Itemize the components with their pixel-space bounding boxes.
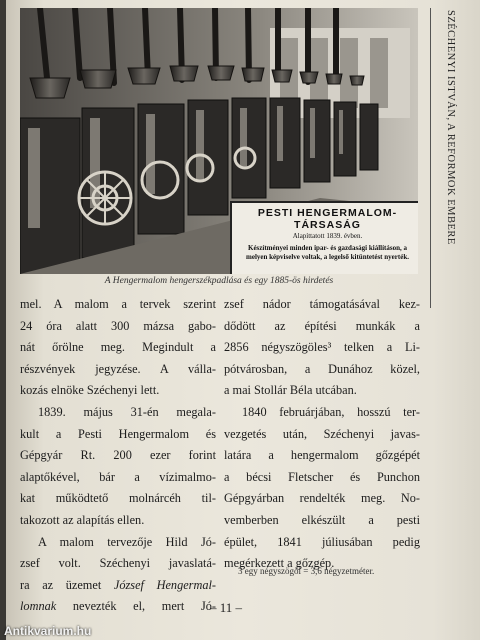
running-head-rule <box>430 8 431 308</box>
text-line: a bécsi Fletscher és Punchon <box>224 469 420 484</box>
left-text-column <box>20 294 216 618</box>
figure-caption: A Hengermalom hengerszékpadlása és egy 1885-ös hirdetés <box>104 276 334 286</box>
text-line: 1839. május 31-én megala- <box>38 404 216 419</box>
factory-name: József Hengermal- <box>113 577 216 592</box>
text-line: 2856 négyszögöles³ telken a Li- <box>224 340 420 355</box>
text-line: nát őrölne meg. Megindult a <box>20 340 216 355</box>
text-line: kozás elnöke Széchenyi lett. <box>20 383 160 398</box>
text-line: mel. A malom a tervek szerint <box>20 297 216 311</box>
text-line: kult a Pesti Hengermalom és <box>20 426 216 441</box>
text-line: alaptőkével, bár a vízimalmo- <box>20 469 216 484</box>
text-line: latára a hengermalom gőzgépét <box>224 448 420 463</box>
running-head: SZÉCHENYI ISTVÁN, A REFORMOK EMBERE <box>445 10 456 245</box>
text-line: kat működtető molnárcéh til- <box>20 491 216 506</box>
text-line: a mai Stollár Béla utcában. <box>224 383 357 398</box>
advertisement-text: Készítményei minden ipar- és gazdasági kiállításon, a melyen képviselve voltak, a legelső kitüntetést nyerték. <box>246 244 409 261</box>
text-line: részvények jegyzése. A válla- <box>20 361 216 376</box>
factory-name: lomnak <box>20 599 57 614</box>
right-text-column <box>224 294 420 575</box>
advertisement-box <box>230 201 418 274</box>
text-line: pótvárosban, a Dunához közel, <box>224 361 420 376</box>
text-line: vemberben elkészült a pesti <box>224 512 420 527</box>
text-line: lomnak nevezték el, mert Jó- <box>20 599 216 614</box>
footnote: 3 egy négyszögöl = 3,6 négyzetméter. <box>238 566 375 576</box>
text-line: ra az üzemet József Hengermal- <box>20 577 216 592</box>
text-line: takozott az alapítás ellen. <box>20 512 145 527</box>
advertisement-title: PESTI HENGERMALOM-TÁRSASÁG <box>257 207 398 231</box>
text-line: zsef volt. Széchenyi javaslatá- <box>20 556 216 571</box>
text-line: dődött az építési munkák a <box>224 318 420 333</box>
page-number: – 11 – <box>209 600 243 615</box>
text-line: zsef nádor támogatásával kez- <box>224 297 420 311</box>
text-line: vezgetés után, Széchenyi javas- <box>224 426 420 441</box>
watermark: Antikvarium.hu <box>4 624 92 638</box>
text-line: 24 óra alatt 300 mázsa gabo- <box>20 318 216 333</box>
text-line: Gépgyárban rendelték meg. No- <box>224 491 420 506</box>
text-line: megérkezett a gőzgép. <box>224 556 335 571</box>
advertisement-subtitle: Alapíttatott 1839. évben. <box>292 232 363 240</box>
book-page <box>6 0 480 640</box>
text-line: épület, 1841 júliusában pedig <box>224 534 420 549</box>
text-line: Gépgyár Rt. 200 ezer forint <box>20 448 216 463</box>
mill-photograph <box>20 8 418 274</box>
text-line: A malom tervezője Hild Jó- <box>38 534 216 549</box>
text-line: 1840 februárjában, hosszú ter- <box>242 404 420 419</box>
